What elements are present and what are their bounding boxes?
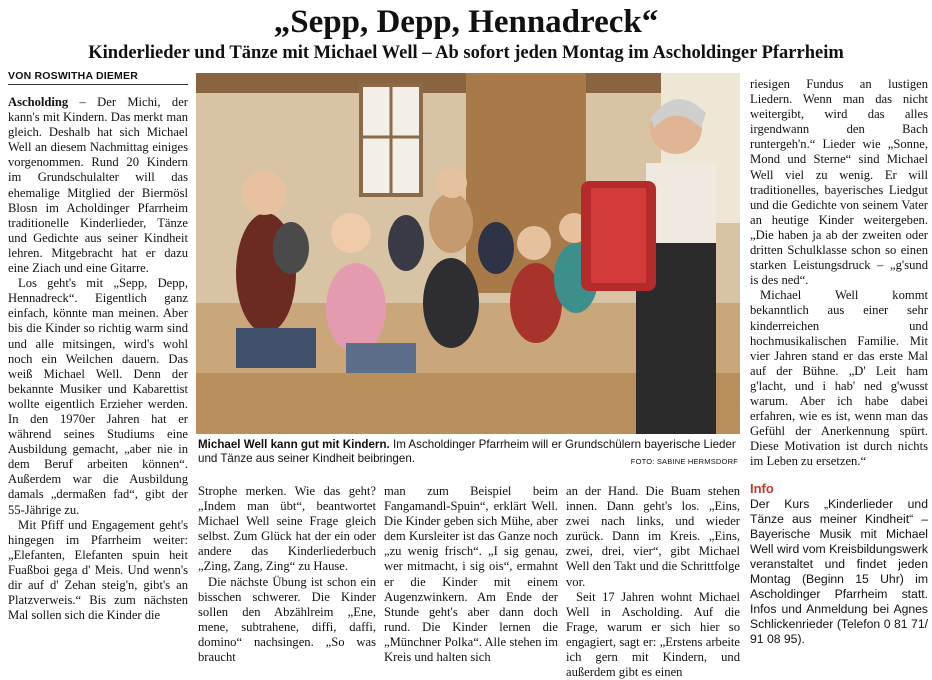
headline: „Sepp, Depp, Hennadreck“ bbox=[273, 4, 659, 40]
paragraph: Mit Pfiff und Engagement geht's hingegen im Pfarrheim weiter: „Elefanten, Elefanten spuin heit Fuaßboi gega d' Meis. Und wenn's dir auf d' Zehan steig'n, gibt's an Platzverweis.“ Bis zum nächsten Mal sollen sich die Kinder die bbox=[8, 517, 188, 623]
paragraph: Die nächste Übung ist schon ein bisschen schwerer. Die Kinder sollen den Abzählreim „Ene, mene, subtrahene, diffi, daffi, domino“ nachsingen. „So was braucht bbox=[198, 574, 376, 665]
article-column-3 bbox=[384, 484, 558, 665]
article-column-2 bbox=[198, 484, 376, 665]
caption-text: Im Ascholdinger Pfarrheim will er Grundschülern bayerische Lieder und Tänze aus seiner Kindheit beibringen. bbox=[198, 438, 736, 465]
paragraph: Strophe merken. Wie das geht? „Indem man übt“, beantwortet Michael Well seine Frage gleich selbst. Zum Glück hat der ein oder andere das Kinderliederbuch „Zing, Zang, Zing“ zu Hause. bbox=[198, 484, 376, 574]
paragraph: man zum Beispiel beim Fangamandl-Spuin“, erklärt Well. Die Kinder geben sich Mühe, aber dem Kursleiter ist das Ganze noch „zu wenig frisch“. „I sig genau, wer mitmacht, i sig ois“, ermahnt er die Kinder mit einem Augenzwinkern. Am Ende der Stunde geht's aber dann doch rund. Die Kinder lernen die „Münchner Polka“. Alle stehen im Kreis und halten sich bbox=[384, 484, 558, 665]
paragraph-text: – Der Michi, der kann's mit Kindern. Das merkt man gleich. Deshalb hat sich Michael Well an diesem Nachmittag einiges vorgenommen. Rund 20 Kindern im Grundschulalter will das ehemalige Mitglied der Biermösl Blosn im Acholdinger Pfarrheim traditionelle Kinderlieder, Tänze und Gedichte aus seiner Kindheit lehren. Mitgebracht hat er dazu eine Ziach und eine Gitarre. bbox=[8, 95, 188, 276]
photo-credit: FOTO: SABINE HERMSDORF bbox=[630, 457, 738, 466]
subheadline: Kinderlieder und Tänze mit Michael Well – Ab sofort jeden Montag im Ascholdinger Pfarrheim bbox=[88, 43, 844, 63]
info-box-text: Der Kurs „Kinderlieder und Tänze aus meiner Kindheit“ – Bayerische Musik mit Michael Well wird vom Kreisbildungswerk veranstaltet und findet jeden Montag (Beginn 15 Uhr) im Ascholdinger Pfarrheim statt. Infos und Anmeldung bei Agnes Schlickenrieder (Telefon 0 81 71/ 91 08 95). bbox=[750, 497, 928, 646]
paragraph: Los geht's mit „Sepp, Depp, Hennadreck“. Eigentlich ganz einfach, könnte man meinen. Aber bis die Kinder so richtig warm sind und alle mitsingen, wird's wohl noch ein Weilchen dauern. Das weiß Michael Well. Denn der bekannte Musiker und Kabarettist wollte eigentlich Erzieher werden. In den 1970er Jahren hat er während seines Studiums eine Ausbildung gemacht, „aber nie in dem Beruf arbeiten können“. Außerdem war die Ausbildung damals „dermaßen fad“, gibt der 55-Jährige zu. bbox=[8, 276, 188, 517]
paragraph: an der Hand. Die Buam stehen innen. Dann geht's los. „Eins, zwei nach links, und wieder zurück. Dann im Kreis. „Eins, zwei, drei, vier“, gibt Michael Well den Takt und die Schrittfolge vor. bbox=[566, 484, 740, 589]
article-photo bbox=[196, 73, 740, 434]
article-column-4 bbox=[566, 484, 740, 680]
article-column-5 bbox=[750, 77, 928, 647]
caption-lead: Michael Well kann gut mit Kindern. bbox=[198, 438, 390, 451]
article-column-1 bbox=[8, 95, 188, 623]
byline: VON ROSWITHA DIEMER bbox=[8, 70, 188, 85]
paragraph bbox=[8, 95, 188, 276]
paragraph: riesigen Fundus an lustigen Liedern. Wenn man das nicht weitergibt, wird das alles irgendwann den Bach runtergeh'n.“ Lieder wie „Sonne, Mond und Sterne“ sind Michael Well viel zu wenig. Er will traditionelles, bayerisches Liedgut und die Gedichte von seinem Vater an heutige Kinder weitergeben. „Die haben ja ab der zweiten oder dritten Schulklasse schon so einen starken Leistungsdruck – „g'sund is des ned“. bbox=[750, 77, 928, 288]
paragraph: Michael Well kommt bekanntlich aus einer sehr kinderreichen und hochmusikalischen Familie. Mit vier Jahren stand er das erste Mal auf der Bühne. „D' Leit ham g'lacht, und i hab' ned g'wusst warum. Aber ich habe dabei erfahren, wie es ist, wenn man das Gefühl der Anerkennung spürt. Diese Motivation ist durch nichts im Leben zu ersetzen.“ bbox=[750, 288, 928, 469]
dateline: Ascholding bbox=[8, 95, 69, 109]
info-box-title: Info bbox=[750, 481, 774, 497]
paragraph: Seit 17 Jahren wohnt Michael Well in Ascholding. Auf die Frage, warum er sich hier so engagiert, sagt er: „Erstens arbeite ich gern mit Kindern, und außerdem gibt es einen bbox=[566, 589, 740, 680]
photo-caption bbox=[198, 438, 738, 469]
